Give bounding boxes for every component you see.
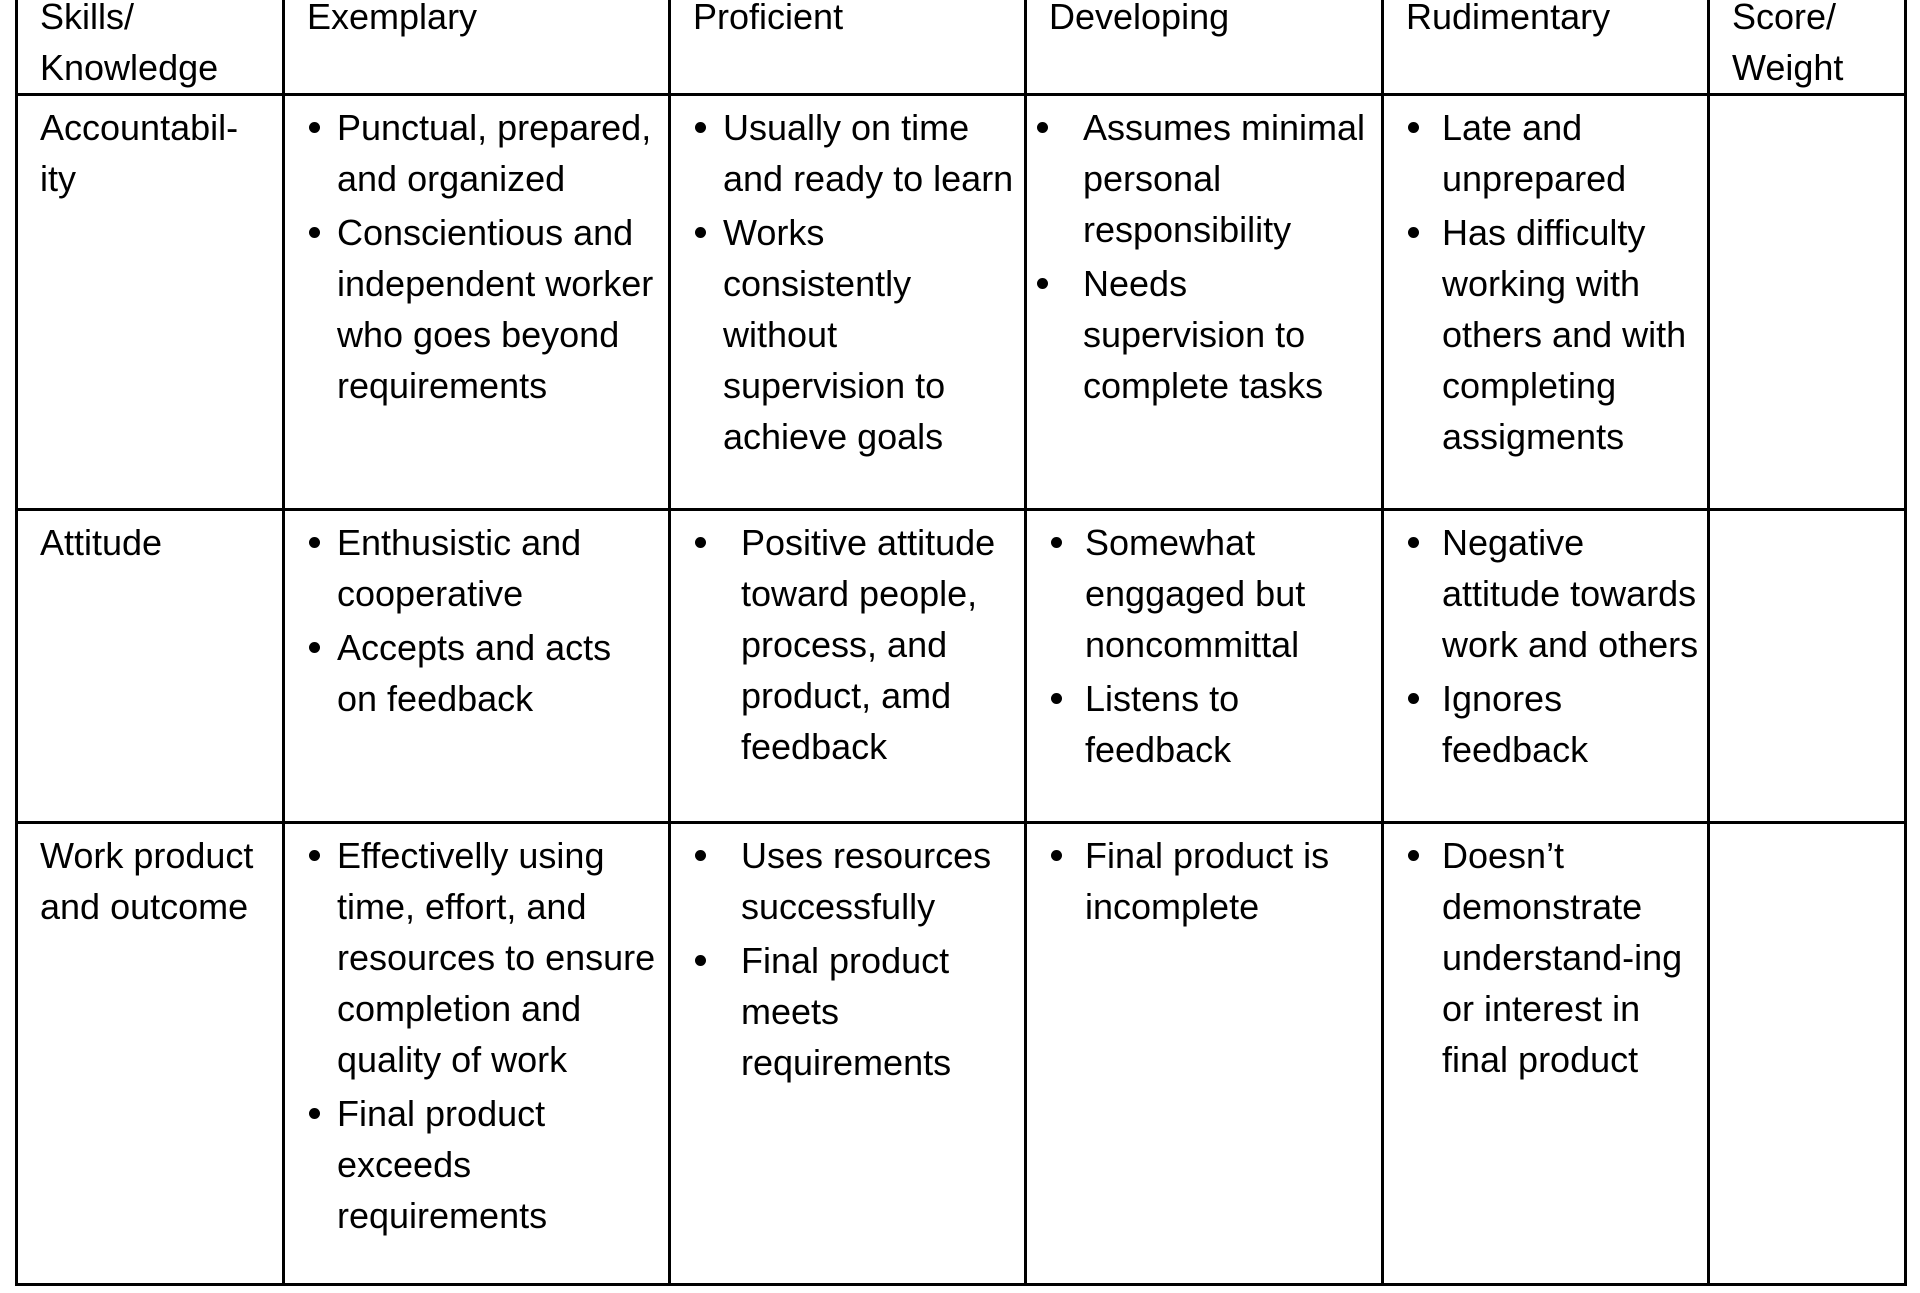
developing-cell [1026, 510, 1383, 823]
rudimentary-cell [1383, 823, 1709, 1285]
criteria-list [1384, 511, 1707, 775]
proficient-cell [670, 95, 1026, 510]
list-item: Effectivelly using time, effort, and resources to ensure completion and quality of work [307, 830, 660, 1085]
list-item: Listens to feedback [1049, 673, 1373, 775]
criteria-list [671, 511, 1024, 772]
list-item: Accepts and acts on feedback [307, 622, 660, 724]
proficient-cell [670, 510, 1026, 823]
rubric-table [15, 0, 1907, 1286]
header-skills: Skills/ Knowledge [17, 0, 284, 95]
table-row [17, 95, 1906, 510]
list-item: Punctual, prepared, and organized [307, 102, 660, 204]
list-item: Doesn’t demonstrate understand-ing or interest in final product [1406, 830, 1699, 1085]
criteria-list [1384, 96, 1707, 462]
criteria-list [285, 824, 668, 1241]
criteria-list [671, 824, 1024, 1088]
header-exemplary: Exemplary [284, 0, 670, 95]
list-item: Uses resources successfully [693, 830, 1016, 932]
rudimentary-cell [1383, 95, 1709, 510]
criteria-list [285, 96, 668, 411]
rudimentary-cell [1383, 510, 1709, 823]
header-score-weight: Score/ Weight [1709, 0, 1906, 95]
exemplary-cell [284, 510, 670, 823]
score-weight-cell[interactable] [1709, 510, 1906, 823]
list-item: Needs supervision to complete tasks [1035, 258, 1373, 411]
criteria-list [1384, 824, 1707, 1085]
header-rudimentary: Rudimentary [1383, 0, 1709, 95]
list-item: Somewhat enggaged but noncommittal [1049, 517, 1373, 670]
list-item: Positive attitude toward people, process, and product, amd feedback [693, 517, 1016, 772]
proficient-cell [670, 823, 1026, 1285]
skill-cell: Accountabil-ity [17, 95, 284, 510]
list-item: Conscientious and independent worker who goes beyond requirements [307, 207, 660, 411]
criteria-list [671, 96, 1024, 462]
criteria-list [1027, 824, 1381, 932]
score-weight-cell[interactable] [1709, 823, 1906, 1285]
list-item: Assumes minimal personal responsibility [1035, 102, 1373, 255]
table-row [17, 510, 1906, 823]
list-item: Works consistently without supervision to achieve goals [693, 207, 1016, 462]
developing-cell [1026, 823, 1383, 1285]
list-item: Final product meets requirements [693, 935, 1016, 1088]
exemplary-cell [284, 95, 670, 510]
developing-cell [1026, 95, 1383, 510]
criteria-list [1027, 96, 1381, 411]
criteria-list [1027, 511, 1381, 775]
list-item: Has difficulty working with others and with completing assigments [1406, 207, 1699, 462]
header-proficient: Proficient [670, 0, 1026, 95]
skill-cell: Attitude [17, 510, 284, 823]
list-item: Final product exceeds requirements [307, 1088, 660, 1241]
list-item: Late and unprepared [1406, 102, 1699, 204]
exemplary-cell [284, 823, 670, 1285]
header-developing: Developing [1026, 0, 1383, 95]
list-item: Ignores feedback [1406, 673, 1699, 775]
list-item: Usually on time and ready to learn [693, 102, 1016, 204]
criteria-list [285, 511, 668, 724]
list-item: Enthusistic and cooperative [307, 517, 660, 619]
skill-cell: Work product and outcome [17, 823, 284, 1285]
list-item: Final product is incomplete [1049, 830, 1373, 932]
header-row [17, 0, 1906, 95]
score-weight-cell[interactable] [1709, 95, 1906, 510]
list-item: Negative attitude towards work and others [1406, 517, 1699, 670]
table-row [17, 823, 1906, 1285]
